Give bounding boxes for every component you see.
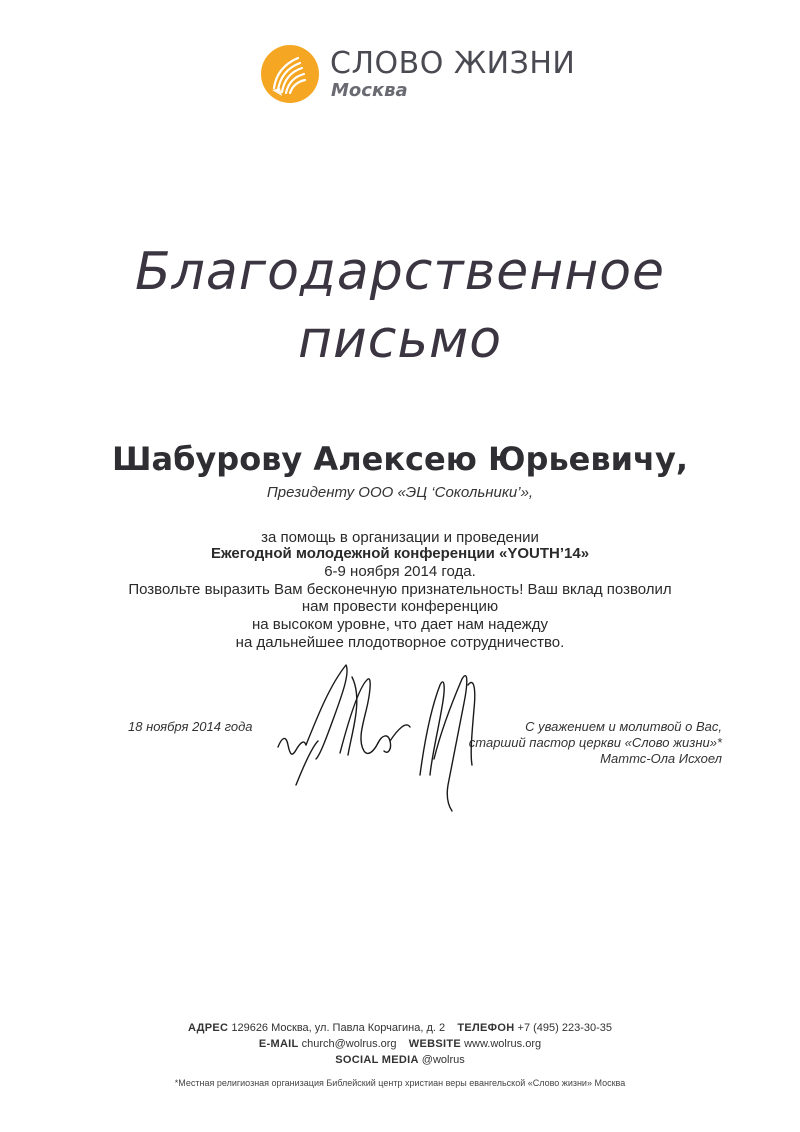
body-line-7: на дальнейшее плодотворное сотрудничество. [235,634,565,651]
brand-name: СЛОВО ЖИЗНИ [330,46,576,81]
closing-signatory: Маттс-Ола Исхоел [600,751,722,766]
brand-city: Москва [331,80,408,101]
recipient-name: Шабурову Алексею Юрьевичу, [111,440,689,478]
footer-contact-row [0,1038,800,1050]
body-line-6: на высоком уровне, что дает нам надежду [251,616,548,633]
closing-line-1: С уважением и молитвой о Вас, [525,719,722,734]
address-label: АДРЕС [187,1022,229,1034]
footer-address-row [0,1022,800,1034]
body-line-1: за помощь в организации и проведении [261,529,539,546]
body-line-3: 6-9 ноября 2014 года. [324,563,476,580]
address-value: 129626 Москва, ул. Павла Корчагина, д. 2 [231,1022,446,1034]
letter-title-line-2: письмо [297,310,503,370]
logo-icon [260,44,320,104]
body-line-2: Ежегодной молодежной конференции «YOUTH’14» [210,545,590,562]
letter-title-line-1: Благодарственное [134,242,666,302]
handwritten-signature [270,655,500,830]
social-label: SOCIAL MEDIA [335,1054,419,1066]
letter-date: 18 ноября 2014 года [128,719,253,734]
website-value: www.wolrus.org [464,1038,542,1050]
footnote: *Местная религиозная организация Библейский центр христиан веры евангельской «Слово жизни» Москва [174,1078,626,1088]
social-value: @wolrus [421,1054,465,1066]
footer-social-row [0,1054,800,1066]
closing-line-2: старший пастор церкви «Слово жизни»* [468,735,722,750]
website-label: WEBSITE [408,1038,462,1050]
recipient-role: Президенту ООО «ЭЦ ‘Сокольники’», [266,484,534,501]
phone-value: +7 (495) 223-30-35 [517,1022,613,1034]
email-label: E-MAIL [258,1038,299,1050]
email-value: church@wolrus.org [301,1038,397,1050]
body-line-4: Позвольте выразить Вам бесконечную признательность! Ваш вклад позволил [128,581,672,598]
body-line-5: нам провести конференцию [301,598,499,615]
phone-label: ТЕЛЕФОН [457,1022,515,1034]
